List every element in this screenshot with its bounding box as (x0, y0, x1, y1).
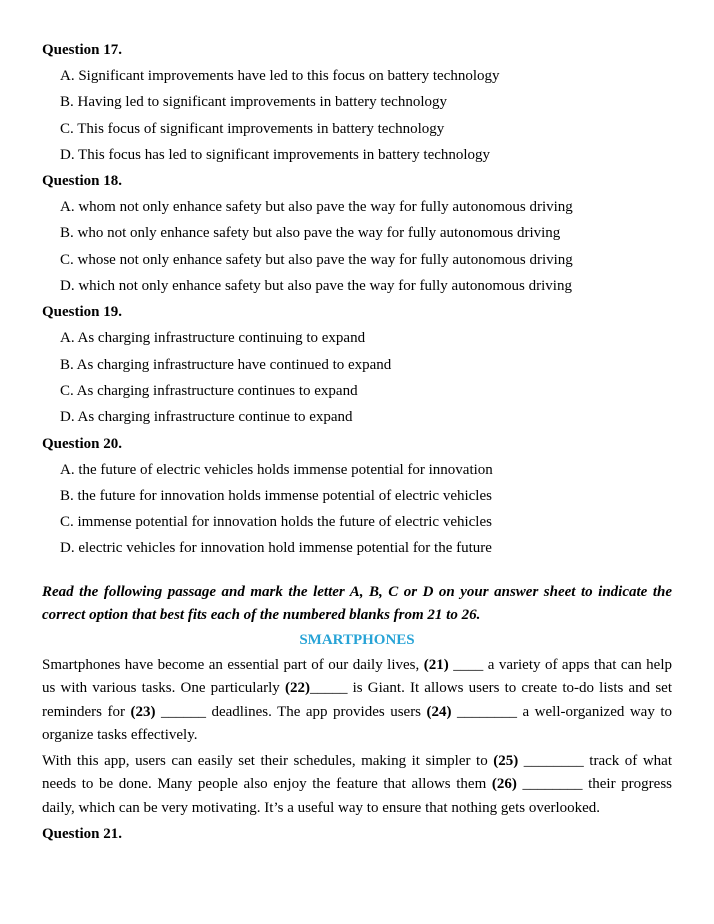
option-a: A. As charging infrastructure continuing to expand (60, 330, 366, 347)
option-c: C. This focus of significant improvements in battery technology (60, 120, 445, 137)
option-d: D. As charging infrastructure continue to expand (60, 409, 353, 426)
blank-21: (21) (423, 656, 449, 673)
question-18 (42, 171, 672, 302)
text-span: ____ a variety of apps that can help us with various tasks. One particularly (42, 656, 672, 697)
text-span: With this app, users can easily set their schedules, making it simpler to (42, 752, 494, 769)
option-a: A. whom not only enhance safety but also pave the way for fully autonomous driving (60, 199, 573, 216)
passage-title: SMARTPHONES (299, 631, 415, 648)
text-span: ________ track of what needs to be done. Many people also enjoy the feature that allows them (42, 752, 672, 793)
option-b: B. Having led to significant improvements in battery technology (60, 94, 448, 111)
question-title: Question 18. (42, 173, 123, 190)
option-a: A. the future of electric vehicles holds immense potential for innovation (60, 461, 493, 478)
blank-23: (23) (130, 703, 156, 720)
blank-25: (25) (493, 752, 519, 769)
option-c: C. As charging infrastructure continues to expand (60, 382, 358, 399)
option-d: D. This focus has led to significant improvements in battery technology (60, 146, 491, 163)
text-span: ________ their progress daily, which can be very motivating. It’s a useful way to ensure that nothing gets overlooked. (42, 776, 672, 816)
option-d: D. electric vehicles for innovation hold immense potential for the future (60, 540, 492, 557)
text-span: _____ is Giant. It allows users to create to-do lists and set reminders for (42, 680, 672, 720)
option-b: B. As charging infrastructure have continued to expand (60, 356, 392, 373)
blank-24: (24) (426, 703, 452, 720)
question-title: Question 20. (42, 435, 123, 452)
question-20 (42, 434, 672, 565)
option-b: B. who not only enhance safety but also pave the way for fully autonomous driving (60, 225, 561, 242)
option-d: D. which not only enhance safety but also pave the way for fully autonomous driving (60, 278, 572, 295)
passage-paragraph-1 (42, 654, 672, 748)
question-19 (42, 302, 672, 433)
option-c: C. immense potential for innovation holds the future of electric vehicles (60, 514, 492, 531)
text-span: ________ a well-organized way to organize tasks effectively. (42, 703, 673, 744)
option-c: C. whose not only enhance safety but also pave the way for fully autonomous driving (60, 251, 573, 268)
section-spacer (42, 565, 672, 581)
question-21-title: Question 21. (42, 826, 123, 843)
worksheet-page (42, 40, 672, 846)
blank-26: (26) (491, 776, 517, 793)
question-title: Question 19. (42, 304, 123, 321)
option-a: A. Significant improvements have led to this focus on battery technology (60, 68, 500, 84)
blank-22: (22) (284, 680, 310, 697)
text-span: ______ deadlines. The app provides users (155, 703, 427, 720)
option-b: B. the future for innovation holds immense potential of electric vehicles (60, 487, 492, 504)
passage-instruction: Read the following passage and mark the letter A, B, C or D on your answer sheet to indicate the correct option that best fits each of the numbered blanks from 21 to 26. (42, 583, 672, 623)
passage-paragraph-2 (42, 750, 672, 821)
question-title: Question 17. (42, 42, 123, 58)
question-17 (42, 40, 672, 171)
text-span: Smartphones have become an essential part of our daily lives, (42, 656, 424, 673)
